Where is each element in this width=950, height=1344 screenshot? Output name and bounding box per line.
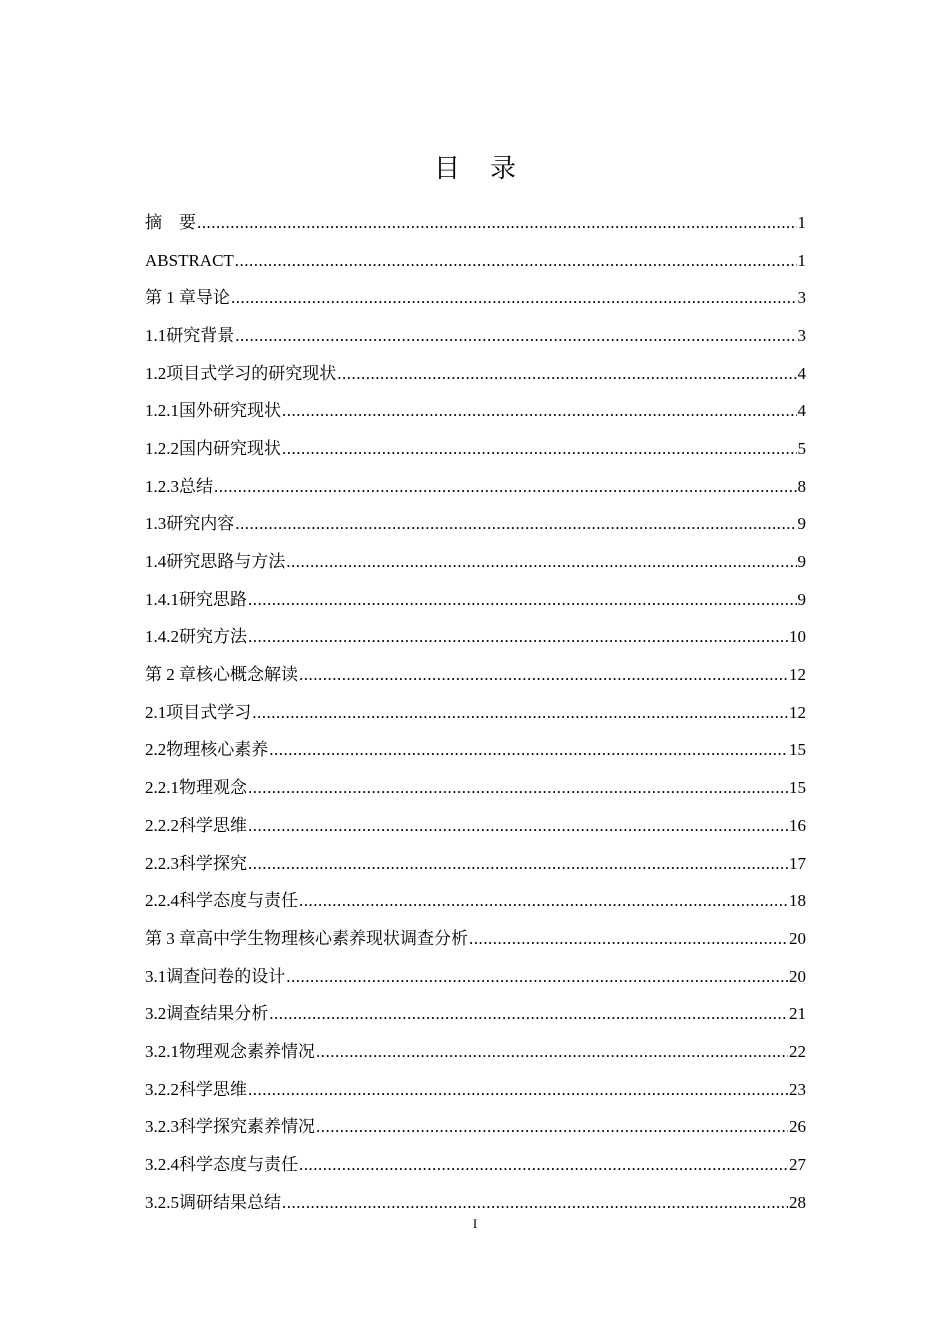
toc-entry[interactable] <box>145 807 806 845</box>
toc-entry-title: 调研结果总结 <box>179 1192 281 1212</box>
toc-entry-number: 2.2.2 <box>145 815 179 835</box>
toc-entry-number: 3.1 <box>145 966 167 986</box>
toc-entry-number: 3.2.2 <box>145 1079 179 1099</box>
toc-entry-title: 核心概念解读 <box>196 665 298 685</box>
toc-entry-title: 研究内容 <box>166 514 235 534</box>
toc-entry-title: 摘 要 <box>145 212 196 232</box>
toc-entry-number: 3.2 <box>145 1004 167 1024</box>
dot-leader <box>248 815 788 837</box>
dot-leader <box>235 325 796 347</box>
toc-entry-title: 总结 <box>179 476 213 496</box>
toc-entry[interactable] <box>145 1071 806 1109</box>
dot-leader <box>269 1003 788 1025</box>
dot-leader <box>197 212 797 234</box>
toc-entry-title: 科学态度与责任 <box>179 891 298 911</box>
toc-entry[interactable] <box>145 543 806 581</box>
toc-entry-page: 20 <box>789 928 806 948</box>
dot-leader <box>248 626 788 648</box>
toc-entry-number: 2.2.4 <box>145 891 179 911</box>
dot-leader <box>269 739 788 761</box>
toc-entry[interactable] <box>145 694 806 732</box>
toc-entry-page: 1 <box>797 250 806 270</box>
toc-entry[interactable] <box>145 581 806 619</box>
toc-entry[interactable] <box>145 430 806 468</box>
toc-entry-number: 3.2.4 <box>145 1155 179 1175</box>
dot-leader <box>469 928 788 950</box>
toc-entry[interactable] <box>145 958 806 996</box>
dot-leader <box>252 702 788 724</box>
toc-entry-page: 4 <box>797 401 806 421</box>
toc-entry[interactable] <box>145 355 806 393</box>
dot-leader <box>299 664 788 686</box>
toc-entry-number: 1.2 <box>145 363 167 383</box>
toc-entry-page: 18 <box>789 891 806 911</box>
toc-entry-title: 研究思路与方法 <box>166 552 286 572</box>
toc-entry[interactable] <box>145 279 806 317</box>
dot-leader <box>231 287 797 309</box>
dot-leader <box>248 589 797 611</box>
toc-entry-number: 2.2.3 <box>145 853 179 873</box>
toc-entry-title: 科学态度与责任 <box>179 1155 298 1175</box>
toc-entry-page: 27 <box>789 1155 806 1175</box>
toc-entry[interactable] <box>145 732 806 770</box>
toc-entry[interactable] <box>145 995 806 1033</box>
toc-entry-number: 第 2 章 <box>145 665 196 685</box>
toc-entry-number: 1.2.3 <box>145 476 179 496</box>
toc-entry-title: 科学探究 <box>179 853 247 873</box>
toc-entry-page: 26 <box>789 1117 806 1137</box>
table-of-contents <box>145 204 806 1222</box>
toc-entry-number: 第 1 章 <box>145 288 196 308</box>
toc-entry[interactable] <box>145 204 806 242</box>
toc-entry-title: 高中学生物理核心素养现状调查分析 <box>196 928 468 948</box>
dot-leader <box>248 777 788 799</box>
toc-entry-page: 1 <box>797 212 806 232</box>
dot-leader <box>316 1041 788 1063</box>
toc-entry-number: 3.2.1 <box>145 1041 179 1061</box>
dot-leader <box>248 1079 788 1101</box>
toc-entry[interactable] <box>145 845 806 883</box>
toc-entry[interactable] <box>145 882 806 920</box>
toc-entry-title: 科学探究素养情况 <box>179 1117 315 1137</box>
toc-entry-page: 28 <box>789 1192 806 1212</box>
toc-entry-number: 2.2 <box>145 740 167 760</box>
toc-entry-page: 16 <box>789 815 806 835</box>
toc-entry-page: 17 <box>789 853 806 873</box>
toc-entry-title: 研究背景 <box>166 325 235 345</box>
toc-entry-title: 调查问卷的设计 <box>166 966 286 986</box>
toc-entry-page: 5 <box>797 438 806 458</box>
toc-entry[interactable] <box>145 1109 806 1147</box>
toc-entry-title: 国外研究现状 <box>179 401 281 421</box>
toc-entry[interactable] <box>145 920 806 958</box>
toc-entry[interactable] <box>145 656 806 694</box>
toc-entry-number: 1.1 <box>145 325 167 345</box>
title-char-1: 目 <box>433 154 460 184</box>
toc-entry-number: 3.2.3 <box>145 1117 179 1137</box>
toc-entry[interactable] <box>145 506 806 544</box>
dot-leader <box>235 513 796 535</box>
toc-entry-page: 8 <box>797 476 806 496</box>
toc-entry-title: 项目式学习的研究现状 <box>166 363 337 383</box>
toc-entry[interactable] <box>145 1146 806 1184</box>
page-title <box>0 148 950 185</box>
toc-entry-page: 12 <box>789 665 806 685</box>
toc-entry-page: 3 <box>797 288 806 308</box>
toc-entry-title: 研究思路 <box>179 589 247 609</box>
toc-entry-page: 10 <box>789 627 806 647</box>
dot-leader <box>286 966 788 988</box>
dot-leader <box>248 853 788 875</box>
toc-entry-number: 2.2.1 <box>145 778 179 798</box>
toc-entry-number: 3.2.5 <box>145 1192 179 1212</box>
toc-entry-title: 科学思维 <box>179 1079 247 1099</box>
toc-entry-title: 研究方法 <box>179 627 247 647</box>
toc-entry[interactable] <box>145 317 806 355</box>
toc-entry-page: 21 <box>789 1004 806 1024</box>
title-char-2: 录 <box>490 154 517 184</box>
toc-entry-page: 9 <box>797 552 806 572</box>
dot-leader <box>299 890 788 912</box>
toc-entry-page: 3 <box>797 325 806 345</box>
dot-leader <box>235 250 797 272</box>
toc-entry-number: 1.3 <box>145 514 167 534</box>
toc-entry-page: 20 <box>789 966 806 986</box>
toc-entry-number: 1.4.1 <box>145 589 179 609</box>
toc-entry-page: 12 <box>789 702 806 722</box>
toc-entry-title: 调查结果分析 <box>166 1004 269 1024</box>
toc-entry[interactable] <box>145 769 806 807</box>
toc-entry-page: 15 <box>789 740 806 760</box>
dot-leader <box>299 1154 788 1176</box>
toc-entry-title: 物理观念素养情况 <box>179 1041 315 1061</box>
dot-leader <box>282 1192 788 1214</box>
dot-leader <box>214 476 797 498</box>
toc-entry-page: 9 <box>797 589 806 609</box>
toc-entry-title: 科学思维 <box>179 815 247 835</box>
dot-leader <box>337 363 796 385</box>
toc-entry[interactable] <box>145 619 806 657</box>
toc-entry-number: 1.2.2 <box>145 438 179 458</box>
toc-entry-number: 1.4.2 <box>145 627 179 647</box>
toc-entry-page: 15 <box>789 778 806 798</box>
toc-entry[interactable] <box>145 242 806 280</box>
toc-entry-title: 导论 <box>196 288 230 308</box>
toc-entry-number: 2.1 <box>145 702 167 722</box>
toc-entry-page: 22 <box>789 1041 806 1061</box>
toc-entry-title: 国内研究现状 <box>179 438 281 458</box>
toc-entry-title: 物理观念 <box>179 778 247 798</box>
toc-entry-title: 项目式学习 <box>166 702 252 722</box>
toc-entry-title: ABSTRACT <box>145 250 234 270</box>
toc-entry-title: 物理核心素养 <box>166 740 269 760</box>
dot-leader <box>282 438 797 460</box>
toc-entry-page: 4 <box>797 363 806 383</box>
toc-entry-number: 1.2.1 <box>145 401 179 421</box>
toc-entry-page: 9 <box>797 514 806 534</box>
toc-entry[interactable] <box>145 392 806 430</box>
dot-leader <box>282 400 797 422</box>
dot-leader <box>316 1116 788 1138</box>
toc-entry[interactable] <box>145 1033 806 1071</box>
toc-entry-number: 1.4 <box>145 552 167 572</box>
page-number: I <box>472 1216 478 1231</box>
toc-entry-page: 23 <box>789 1079 806 1099</box>
toc-entry-number: 第 3 章 <box>145 928 196 948</box>
toc-entry[interactable] <box>145 468 806 506</box>
dot-leader <box>286 551 796 573</box>
